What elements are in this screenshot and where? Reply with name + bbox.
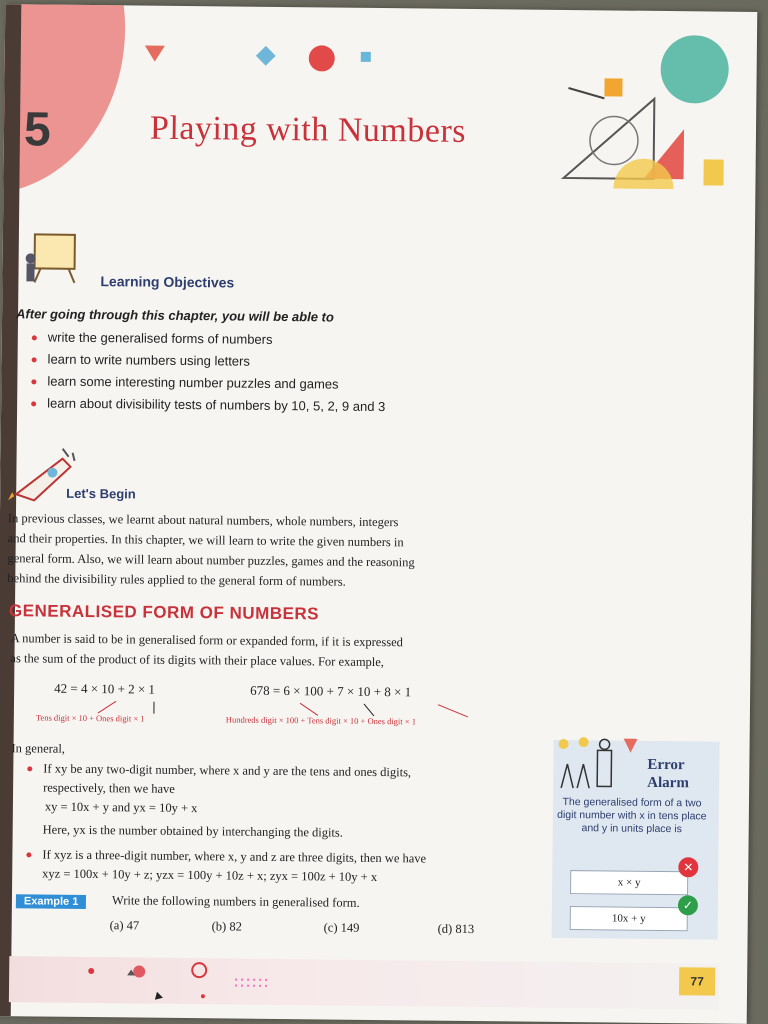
list-item: learn to write numbers using letters [29, 348, 385, 374]
lets-begin-heading: Let's Begin [66, 485, 136, 502]
example-part: (a) 47 [109, 918, 140, 933]
paragraph-line: as the sum of the product of its digits with their place values. For example, [10, 651, 385, 670]
example-part: (d) 813 [437, 921, 475, 937]
error-alarm-text: The generalised form of a two digit number with x in tens place and y in units place is [557, 795, 707, 836]
learning-objectives-heading: Learning Objectives [100, 273, 235, 291]
in-general-label: In general, [11, 741, 66, 756]
square-decoration [361, 52, 371, 62]
paragraph-line: and their properties. In this chapter, we will learn to write the given numbers in [7, 531, 404, 550]
footer-shapes [35, 956, 315, 1005]
list-item: write the generalised forms of numbers [30, 326, 386, 352]
paragraph-line: behind the divisibility rules applied to the general form of numbers. [7, 571, 346, 589]
title-line: Error [647, 756, 685, 774]
bullet-line: respectively, then we have [43, 780, 175, 796]
learning-objectives-intro: After going through this chapter, you will be able to [15, 306, 334, 325]
right-answer-box: 10x + y [570, 906, 688, 931]
paragraph-line: In previous classes, we learnt about natural numbers, whole numbers, integers [7, 511, 399, 530]
chapter-number: 5 [23, 103, 51, 157]
example-678: 678 = 6 × 100 + 7 × 10 + 8 × 1 [250, 682, 412, 700]
cross-icon: ✕ [678, 857, 698, 877]
caption-678: Hundreds digit × 100 + Tens digit × 10 + Ones digit × 1 [225, 714, 417, 727]
paragraph-line: A number is said to be in generalised form or expanded form, if it is expressed [10, 631, 403, 650]
page-number: 77 [679, 967, 715, 995]
diamond-decoration [256, 46, 276, 66]
chapter-title: Playing with Numbers [149, 109, 467, 150]
example-42: 42 = 4 × 10 + 2 × 1 [54, 680, 156, 697]
example-question: Write the following numbers in generalised form. [111, 893, 360, 910]
bullet-line: If xy be any two-digit number, where x and y are the tens and ones digits, [43, 761, 412, 780]
textbook-page [0, 4, 757, 1024]
check-icon: ✓ [678, 895, 698, 915]
general-form-list [24, 759, 545, 888]
paragraph-line: general form. Also, we will learn about number puzzles, games and the reasoning [7, 551, 415, 570]
easel-icon [22, 228, 87, 285]
bullet-line: Here, yx is the number obtained by interchanging the digits. [42, 822, 344, 840]
ball-decoration [309, 45, 335, 71]
example-part: (c) 149 [323, 920, 360, 935]
section-heading: GENERALISED FORM OF NUMBERS [8, 601, 320, 624]
list-item: learn some interesting number puzzles and games [29, 370, 385, 396]
example-part: (b) 82 [211, 919, 242, 934]
list-item [25, 759, 546, 844]
list-item [24, 845, 544, 888]
list-item: learn about divisibility tests of numbers by 10, 5, 2, 9 and 3 [29, 392, 385, 418]
title-line: Alarm [647, 774, 689, 792]
example-badge: Example 1 [16, 894, 87, 909]
formula-line: xyz = 100x + 10y + z; yzx = 100y + 10z + x; zyx = 100z + 10y + x [42, 866, 378, 885]
error-alarm-title [647, 756, 689, 792]
alarm-people-icon [553, 734, 644, 793]
definition-paragraph [10, 628, 544, 674]
bullet-line: If xyz is a three-digit number, where x, y and z are three digits, then we have [42, 847, 427, 866]
caption-42: Tens digit × 10 + Ones digit × 1 [35, 712, 145, 724]
triangle-decoration [145, 46, 165, 62]
math-tools-illustration [543, 28, 755, 210]
wrong-answer-box: x × y [570, 870, 688, 895]
learning-objectives-list [29, 326, 386, 418]
lets-begin-paragraph [7, 508, 546, 594]
formula-line: xy = 10x + y and yx = 10y + x [44, 799, 198, 816]
